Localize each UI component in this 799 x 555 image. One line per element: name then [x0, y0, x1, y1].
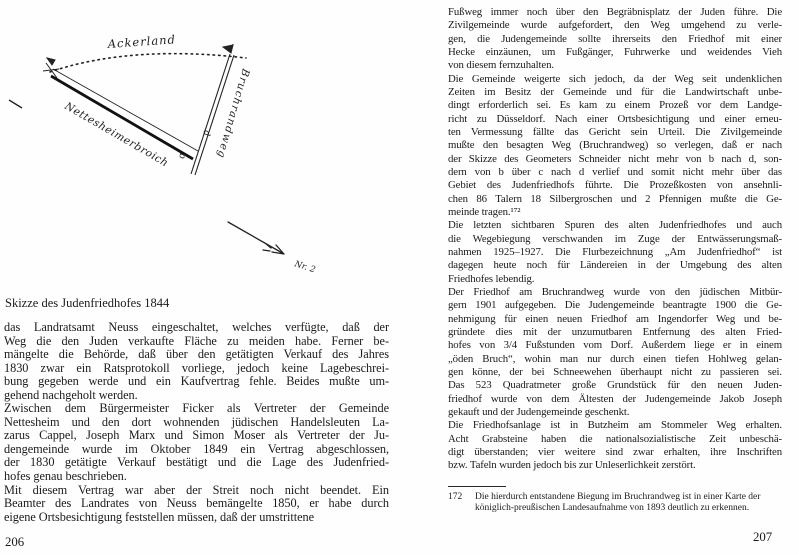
sketch-arrow-note: Nr. 2 [293, 259, 317, 276]
text-line: „öden Bruch“, wohin man nur durch einen tiefen Hohlweg gelan- [448, 352, 782, 365]
text-line: dern von b über c nach d verlief und somit nicht mehr über das [448, 165, 782, 178]
page-number-left: 206 [5, 535, 25, 549]
text-line: die Wegebiegung verschwanden im Zuge der Entwässerungsmaß- [448, 232, 782, 245]
text-line: richt zu Düsseldorf. Nach einer Ortsbesichtigung und einer erneu- [448, 112, 782, 125]
text-line: mängelte die Behörde, daß über den getätigten Verkauf des Jahres [4, 348, 389, 362]
text-line: Gebiet des Judenfriedhofs führte. Die Prozeßkosten von ansehnli- [448, 179, 782, 192]
text-line: gern 1901 aufgegeben. Die Judengemeinde beantragte 1900 die Ge- [448, 299, 782, 312]
text-line: nahmen 1925–1927. Die Flurbezeichnung „Am Judenfriedhof“ ist [448, 245, 782, 258]
page-number-right: 207 [753, 530, 773, 544]
text-line: hofes genau beschrieben. [4, 470, 127, 484]
text-line: Die Gemeinde weigerte sich jedoch, da der Weg seit undenklichen [448, 72, 782, 85]
text-line: gen, die Judengemeinde sollte ihrerseits den Friedhof mit einer [448, 32, 782, 45]
sketch-label-bruchrandweg: Bruchrandweg [214, 67, 252, 161]
text-line: digt überstanden; vier weitere sind zwar erhalten, ihre Inschriften [448, 445, 782, 458]
footnote [448, 492, 782, 514]
footnote-rule [448, 486, 506, 487]
text-line: ten Vermessung fällte das Gericht sein Urteil. Die Zivilgemeinde [448, 125, 782, 138]
footnote-line: königlich-preußischen Landesaufnahme von 1893 deutlich zu erkennen. [475, 503, 750, 514]
text-line: dagegen heute noch für Ländereien in der Umgebung des alten [448, 259, 782, 272]
text-line: Friedhofes lebendig. [448, 272, 535, 285]
text-line: meinde tragen.¹⁷² [448, 205, 521, 218]
text-line: Zivilgemeinde wurde aufgefordert, den Weg umgehend zu verle- [448, 19, 782, 32]
text-line: Weg die den Juden verkaufte Fläche zu meiden habe. Ferner be- [4, 334, 389, 348]
footnote-line: Die hierdurch entstandene Biegung im Bruchrandweg ist in einer Karte der [475, 492, 761, 502]
text-line: von diesem fernzuhalten. [448, 59, 554, 72]
text-line: Beamter des Landrates von Neuss bemängelte 1850, er habe durch [4, 497, 389, 511]
text-line: der Skizze des Geometers Schneider nicht mehr von b nach d, son- [448, 152, 782, 165]
sketch-point-d: d [200, 129, 211, 137]
text-line: Zeiten im Besitz der Gemeinde und für die Landwirtschaft unbe- [448, 85, 782, 98]
text-line: gründete dies mit der unzumutbaren Entfernung des alten Fried- [448, 325, 782, 338]
sketch-caption: Skizze des Judenfriedhofes 1844 [5, 296, 170, 310]
text-line: Fußweg immer noch über den Begräbnisplatz der Juden führe. Die [448, 6, 782, 18]
sketch-flag-mark [223, 44, 233, 53]
text-line: dingt erforderlich sei. Es kam zu einem Prozeß vor dem Landge- [448, 99, 782, 112]
sketch-label-nettesheimerbroich: Nettesheimerbroich [62, 100, 171, 170]
text-line: friedhof wurde von dem Ältesten der Judengemeinde Jakob Joseph [448, 392, 782, 405]
text-line: mußte den besagten Weg (Bruchrandweg) so verlegen, daß er nach [448, 139, 782, 152]
text-line: Der Friedhof am Bruchrandweg wurde von den jüdischen Mitbür- [448, 285, 782, 298]
text-line: hofes von 3/4 Fußstunden vom Dorf. Außerdem liege er in einem [448, 339, 782, 352]
text-line: dengemeinde wurde im Oktober 1849 ein Vertrag abgeschlossen, [4, 442, 389, 456]
text-line: das Landratsamt Neuss eingeschaltet, welches verfügte, daß der [4, 321, 389, 334]
text-line: chen 86 Talern 18 Silbergroschen und 2 Pfennigen mußte die Ge- [448, 192, 782, 205]
cemetery-sketch-figure [8, 8, 338, 293]
text-line: gekauft und der Judengemeinde geschenkt. [448, 405, 630, 418]
text-line: eigene Ortsbesichtigung feststellen müssen, daß der umstrittene [4, 510, 315, 524]
text-line: gehend nachgeholt werden. [4, 388, 138, 402]
text-line: Die Friedhofsanlage ist in Butzheim am Stommeler Weg erhalten. [448, 419, 782, 432]
text-line: bzw. Tafeln wurden jedoch bis zur Unleserlichkeit zerstört. [448, 459, 696, 472]
left-page-text-column [4, 321, 389, 524]
sketch-stray-dash [9, 100, 22, 108]
text-line: der 1830 getätigte Verkauf bestätigt und die Lage des Judenfried- [4, 456, 389, 470]
text-line: gen könne, der bei Schneewehen überhaupt nicht zu passieren sei. [448, 365, 782, 378]
text-line: Mit diesem Vertrag war aber der Streit noch nicht beendet. Ein [4, 483, 389, 497]
text-line: bung gegeben werde und ein Kaufvertrag fehle. Beides mußte um- [4, 375, 389, 389]
sketch-point-b: b [176, 152, 187, 160]
sketch-path-thick-line [51, 76, 193, 159]
sketch-left-vertex-marks [43, 58, 59, 78]
footnote-text [475, 492, 782, 514]
text-line: Acht Grabsteine haben die nationalsozialistische Zeit unbeschä- [448, 432, 782, 445]
text-line: zarus Cappel, Joseph Marx und Simon Moser als Vertreter der Ju- [4, 429, 389, 443]
text-line: Hecke einzäunen, um Fußgänger, Fuhrwerke und weidendes Vieh [448, 45, 782, 58]
text-line: 1830 zwar ein Ratsprotokoll vorliege, jedoch keine Lagebeschrei- [4, 361, 389, 375]
text-line: Das 523 Quadratmeter große Grundstück für den neuen Juden- [448, 379, 782, 392]
sketch-arrow [228, 222, 284, 254]
right-page-text-column [448, 6, 782, 472]
text-line: Zwischen dem Bürgermeister Ficker als Vertreter der Gemeinde [4, 402, 389, 416]
text-line: Nettesheim und den dort wohnenden jüdischen Handelsleuten La- [4, 415, 389, 429]
text-line: Die letzten sichtbaren Spuren des alten Judenfriedhofes und auch [448, 219, 782, 232]
sketch-dotted-boundary [50, 54, 246, 72]
text-line: nehmigung für einen neuen Friedhof am Ingendorfer Weg und be- [448, 312, 782, 325]
sketch-label-ackerland: Ackerland [107, 32, 177, 51]
footnote-number: 172 [448, 492, 463, 502]
